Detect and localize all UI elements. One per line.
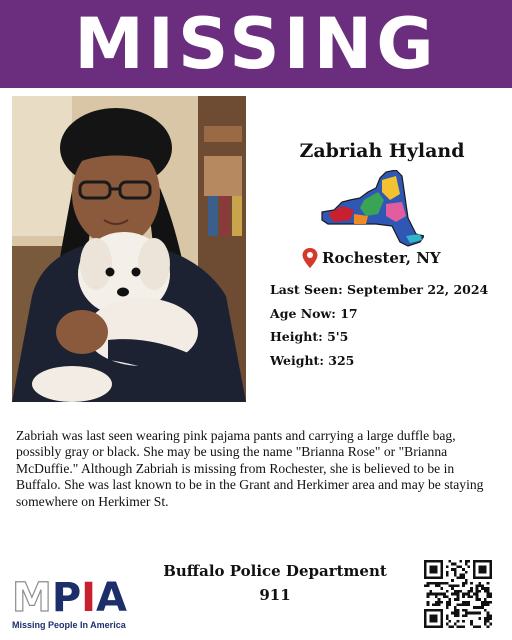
fact-height: Height: 5'5 — [270, 329, 349, 344]
qr-code-icon[interactable] — [424, 560, 492, 628]
logo-letter-i: I — [81, 575, 97, 621]
logo-letter-a: A — [96, 575, 127, 621]
new-york-state-map-icon — [320, 170, 424, 252]
banner-title: MISSING — [74, 3, 438, 85]
logo-letter-p: P — [51, 575, 82, 621]
contact-block — [150, 562, 400, 604]
logo-letters — [12, 572, 134, 621]
person-facts-list — [270, 278, 502, 372]
description-text: Zabriah was last seen wearing pink pajama pants and carrying a large duffle bag, possibly gray or black. She may be using the name "Brianna Rose" or "Brianna McDuffie." Although Zabriah is missing from Rochester, she is believed to be in Buffalo. She was last known to be in the Grant and Herkimer area and may be staying somewhere on Herkimer St. — [16, 428, 484, 509]
mpia-logo — [12, 572, 134, 632]
missing-banner — [0, 0, 512, 88]
logo-letter-m: M — [12, 575, 52, 621]
police-department: Buffalo Police Department — [163, 562, 387, 580]
contact-phone[interactable]: 911 — [259, 586, 291, 604]
missing-person-photo — [12, 96, 246, 402]
logo-caption: Missing People In America — [12, 620, 126, 630]
fact-weight: Weight: 325 — [270, 352, 355, 368]
last-known-location — [302, 248, 441, 268]
map-pin-icon — [302, 248, 318, 268]
fact-last-seen: Last Seen: September 22, 2024 — [270, 282, 489, 297]
location-text: Rochester, NY — [322, 249, 441, 267]
person-name: Zabriah Hyland — [299, 140, 465, 162]
fact-age: Age Now: 17 — [270, 305, 358, 321]
